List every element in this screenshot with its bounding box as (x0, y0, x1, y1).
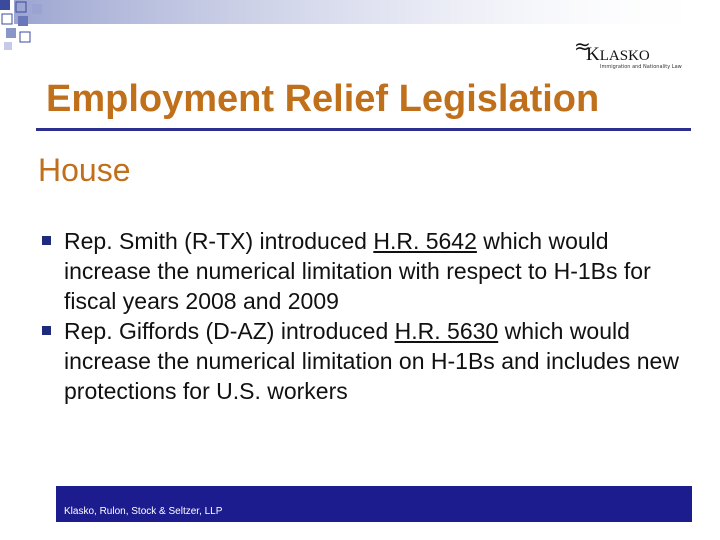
deco-square (0, 0, 10, 10)
slide-title: Employment Relief Legislation (46, 78, 600, 120)
logo-tagline: Immigration and Nationality Law (600, 64, 682, 70)
bullet-list (38, 226, 698, 406)
bullet-text: Rep. Smith (R-TX) introduced H.R. 5642 which would increase the numerical limitation with respect to H-1Bs for fiscal years 2008 and 2009 (64, 228, 651, 314)
logo-wave-icon: ≈ (574, 34, 591, 58)
bill-link[interactable]: H.R. 5642 (373, 228, 477, 254)
footer-bar (56, 486, 692, 522)
bill-link[interactable]: H.R. 5630 (394, 318, 499, 344)
deco-square (4, 42, 12, 50)
square-bullet-icon (42, 326, 51, 335)
bullet-item (38, 316, 698, 406)
deco-square (32, 4, 42, 14)
klasko-logo (576, 36, 686, 70)
top-gradient-band (14, 0, 720, 24)
section-heading: House (38, 152, 131, 188)
deco-square-outline (2, 14, 12, 24)
logo-wordmark: KLASKO (586, 44, 650, 65)
bullet-text: Rep. Giffords (D-AZ) introduced H.R. 5630 which would increase the numerical limitation on H-1Bs and includes new protections for U.S. workers (64, 318, 679, 404)
bullet-item (38, 226, 698, 316)
square-bullet-icon (42, 236, 51, 245)
deco-square (6, 28, 16, 38)
deco-square (18, 16, 28, 26)
deco-square-outline (20, 32, 30, 42)
title-underline-rule (36, 128, 691, 131)
footer-firm-name: Klasko, Rulon, Stock & Seltzer, LLP (64, 506, 223, 517)
